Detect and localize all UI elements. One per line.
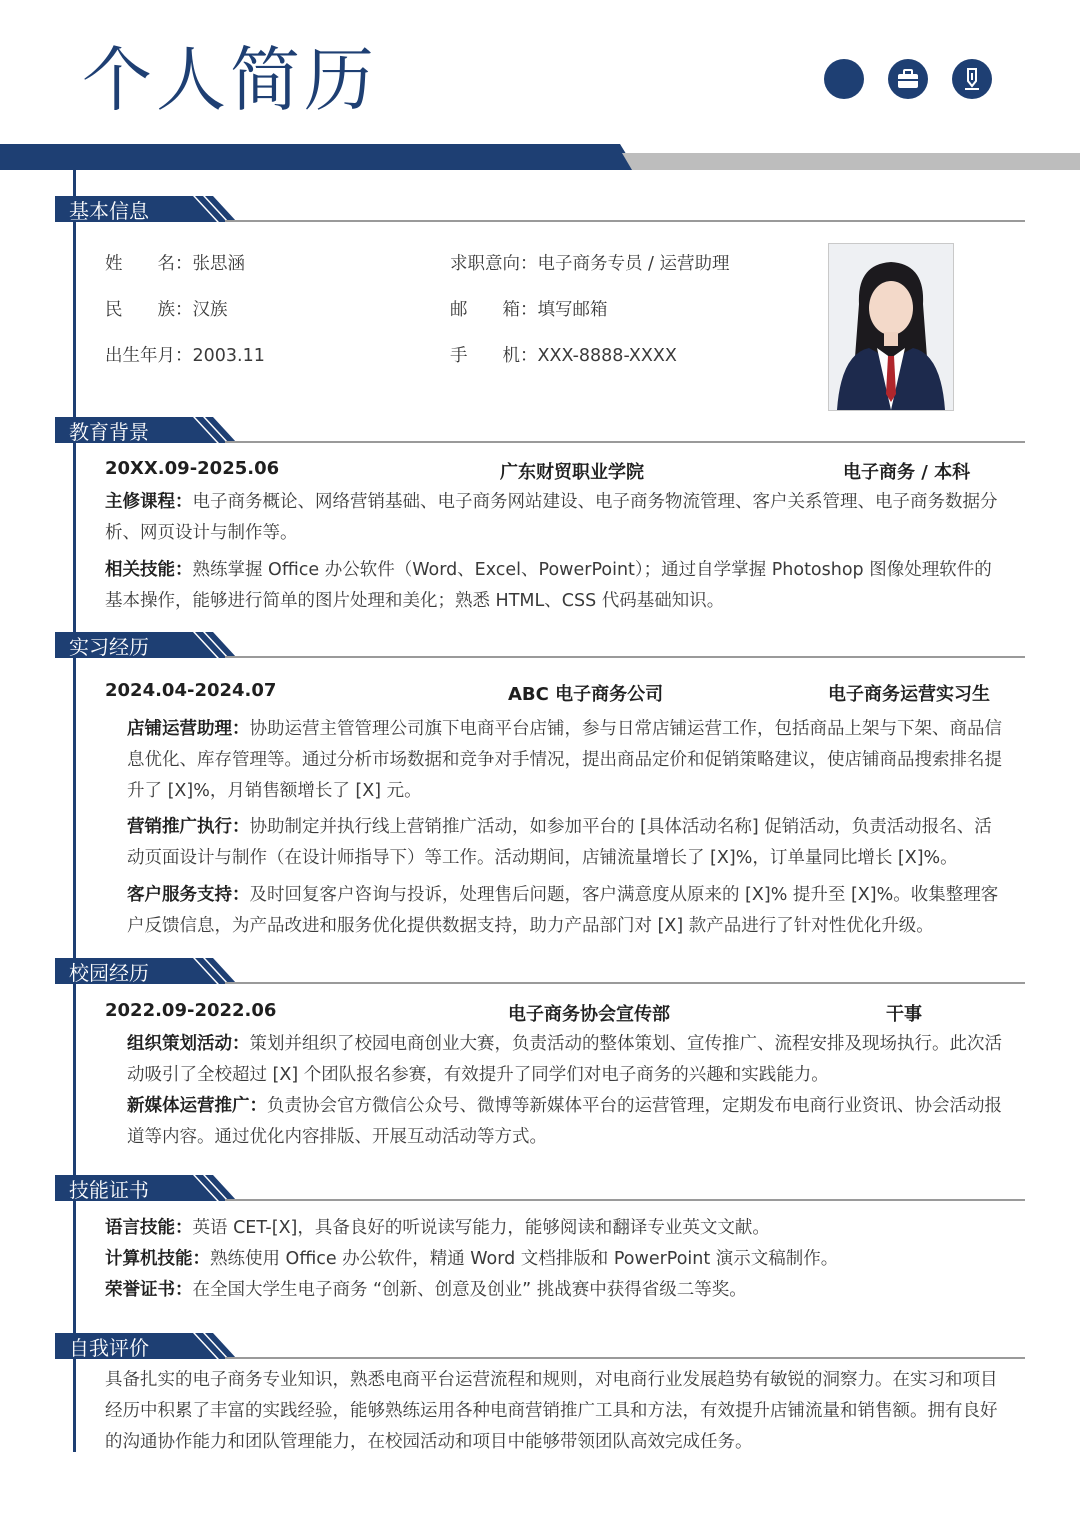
education-major: 电子商务 / 本科 [843,462,971,483]
internship-item: 营销推广执行：协助制定并执行线上营销推广活动，如参加平台的 [具体活动名称] 促销活动，负责活动报名、活动页面设计与制作（在设计师指导下）等工作。活动期间，店铺流量增长了 [X]%，订单量同比增长 [X]%。 [127,817,992,868]
section-header-skills [55,1175,1025,1205]
section-header-self [55,1333,1025,1363]
skill-item: 语言技能：英语 CET-[X]，具备良好的听说读写能力，能够阅读和翻译专业英文文献。 [105,1218,770,1238]
skill-item: 计算机技能：熟练使用 Office 办公软件，精通 Word 文档排版和 PowerPoint 演示文稿制作。 [105,1249,839,1269]
phone-row: 手 机：XXX-8888-XXXX [450,346,677,366]
profile-photo [828,243,954,411]
campus-org: 电子商务协会宣传部 [508,1004,670,1025]
internship-role: 电子商务运营实习生 [828,684,990,705]
internship-item: 客户服务支持：及时回复客户咨询与投诉，处理售后问题，客户满意度从原来的 [X]% 提升至 [X]%。收集整理客户反馈信息，为产品改进和服务优化提供数据支持，助力产品部门对 [X] 款产品进行了针对性优化升级。 [127,885,999,936]
campus-date: 2022.09-2022.06 [105,1000,277,1021]
self-evaluation: 具备扎实的电子商务专业知识，熟悉电商平台运营流程和规则，对电商行业发展趋势有敏锐的洞察力。在实习和项目经历中积累了丰富的实践经验，能够熟练运用各种电商营销推广工具和方法，有效提升店铺流量和销售额。拥有良好的沟通协作能力和团队管理能力，在校园活动和项目中能够带领团队高效完成任务。 [105,1370,998,1452]
internship-item: 店铺运营助理：协助运营主管管理公司旗下电商平台店铺，参与日常店铺运营工作，包括商品上架与下架、商品信息优化、库存管理等。通过分析市场数据和竞争对手情况，提出商品定价和促销策略建议，使店铺商品搜索排名提升了 [X]%，月销售额增长了 [X] 元。 [127,719,1002,801]
section-title: 教育背景 [69,420,149,444]
name-row: 姓 名：张思涵 [105,254,245,274]
job-row: 求职意向：电子商务专员 / 运营助理 [450,254,730,274]
internship-company: ABC 电子商务公司 [508,684,664,705]
education-skills: 相关技能：熟练掌握 Office 办公软件（Word、Excel、PowerPoint）；通过自学掌握 Photoshop 图像处理软件的基本操作，能够进行简单的图片处理和美化；熟悉 HTML、CSS 代码基础知识。 [105,560,992,611]
section-header-basic [55,196,1025,226]
email-row: 邮 箱：填写邮箱 [450,300,608,320]
birth-row: 出生年月：2003.11 [105,346,265,366]
section-title: 校园经历 [69,961,149,985]
education-school: 广东财贸职业学院 [500,462,644,483]
education-courses: 主修课程：电子商务概论、网络营销基础、电子商务网站建设、电子商务物流管理、客户关系管理、电子商务数据分析、网页设计与制作等。 [105,492,998,543]
page-title: 个人简历 [82,39,378,121]
section-header-internship [55,632,1025,662]
section-title: 基本信息 [69,199,149,223]
ethnicity-value: 汉族 [192,300,228,320]
section-title: 实习经历 [69,635,149,659]
job-value: 电子商务专员 / 运营助理 [537,254,730,274]
internship-date: 2024.04-2024.07 [105,680,277,701]
section-header-education [55,417,1025,447]
campus-item: 组织策划活动：策划并组织了校园电商创业大赛，负责活动的整体策划、宣传推广、流程安排及现场执行。此次活动吸引了全校超过 [X] 个团队报名参赛，有效提升了同学们对电子商务的兴趣和实践能力。 [127,1034,1002,1085]
phone-value: XXX-8888-XXXX [537,346,677,366]
campus-item: 新媒体运营推广：负责协会官方微信公众号、微博等新媒体平台的运营管理，定期发布电商行业资讯、协会活动报道等内容。通过优化内容排版、开展互动活动等方式。 [127,1096,1002,1147]
edit-icon [952,59,992,99]
name-value: 张思涵 [192,254,245,274]
campus-role: 干事 [886,1004,922,1025]
section-header-campus [55,958,1025,988]
section-title: 自我评价 [69,1336,149,1360]
header-band [0,144,1080,174]
briefcase-icon [888,59,928,99]
email-value: 填写邮箱 [537,300,608,320]
circle-icon [824,59,864,99]
birth-value: 2003.11 [192,346,265,366]
ethnicity-row: 民 族：汉族 [105,300,228,320]
section-title: 技能证书 [69,1178,149,1202]
skill-item: 荣誉证书：在全国大学生电子商务 “创新、创意及创业” 挑战赛中获得省级二等奖。 [105,1280,747,1300]
education-date: 20XX.09-2025.06 [105,458,280,479]
timeline-line [73,170,76,1452]
